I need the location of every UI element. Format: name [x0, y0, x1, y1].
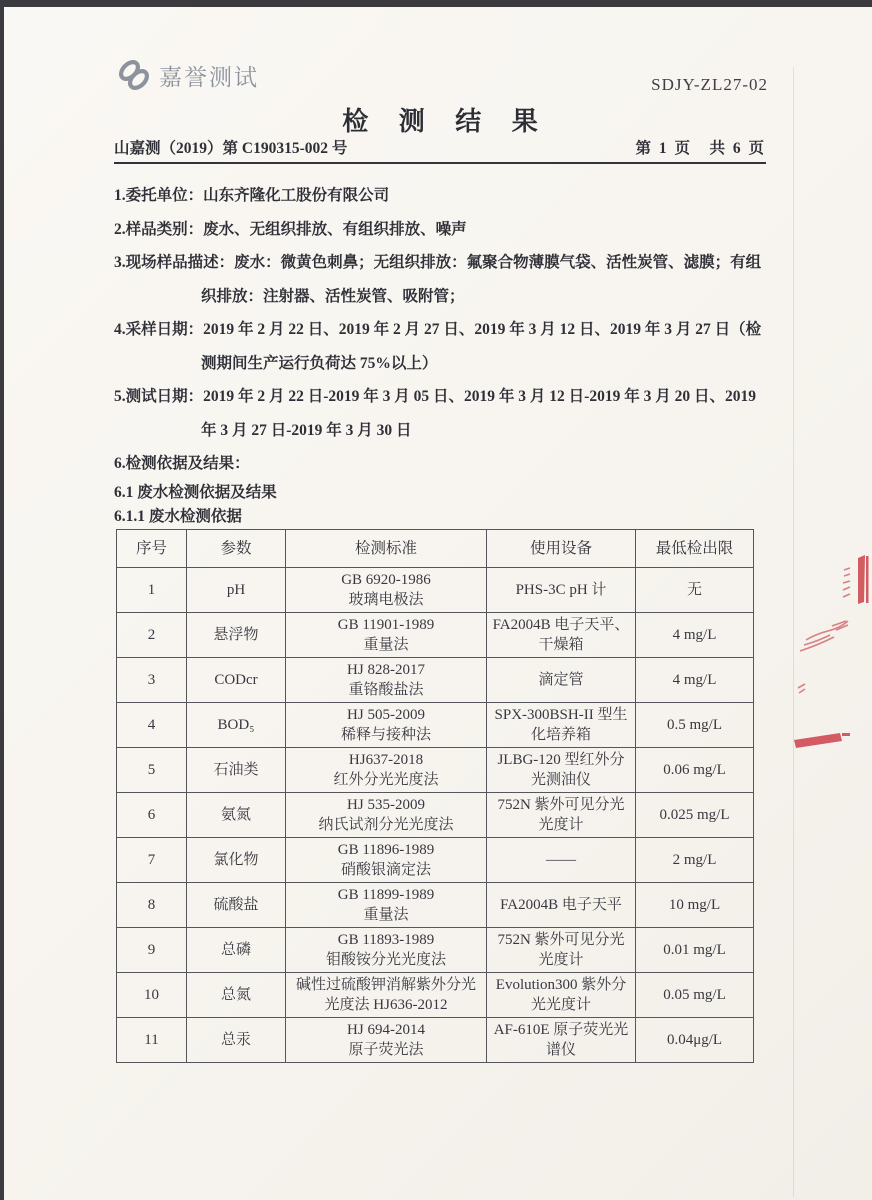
- cell-limit: 0.025 mg/L: [636, 793, 754, 838]
- cell-param: 石油类: [187, 748, 286, 793]
- cell-seq: 2: [117, 613, 187, 658]
- standard-line: GB 11899-1989: [337, 887, 435, 903]
- standard-line: GB 11896-1989: [337, 842, 435, 858]
- cell-seq: 6: [117, 793, 187, 838]
- cell-standard: [286, 883, 487, 928]
- cell-standard: [286, 703, 487, 748]
- list-item-line: 测期间生产运行负荷达 75%以上）: [201, 354, 438, 372]
- list-item-line: 年 3 月 27 日-2019 年 3 月 30 日: [201, 421, 412, 439]
- numbered-list: [114, 179, 774, 481]
- waste-water-table-body: [117, 568, 754, 1063]
- report-number: 山嘉测（2019）第 C190315-002 号: [114, 140, 348, 157]
- standard-line: HJ 505-2009: [347, 707, 425, 723]
- cell-seq: 3: [117, 658, 187, 703]
- cell-device: Evolution300 紫外分光光度计: [487, 973, 636, 1018]
- cell-limit: 无: [636, 568, 754, 613]
- standard-line: 重铬酸盐法: [348, 682, 424, 698]
- cell-param: 总氮: [187, 973, 286, 1018]
- col-header-seq: 序号: [117, 530, 187, 568]
- cell-param: 氯化物: [187, 838, 286, 883]
- cell-device: AF-610E 原子荧光光谱仪: [487, 1018, 636, 1063]
- cell-limit: 0.5 mg/L: [636, 703, 754, 748]
- cell-param: pH: [187, 568, 286, 613]
- cell-limit: 0.01 mg/L: [636, 928, 754, 973]
- table-row: [117, 883, 754, 928]
- cell-standard: [286, 793, 487, 838]
- logo-text: 嘉誉测试: [159, 64, 259, 90]
- cell-seq: 5: [117, 748, 187, 793]
- document-code: SDJY-ZL27-02: [651, 75, 768, 94]
- cell-standard: [286, 973, 487, 1018]
- table-row: [117, 703, 754, 748]
- cell-standard: [286, 748, 487, 793]
- table-row: [117, 1018, 754, 1063]
- cell-device: 752N 紫外可见分光光度计: [487, 928, 636, 973]
- section-headings: [114, 481, 277, 529]
- list-item-line: 3.现场样品描述：废水：微黄色刺鼻；无组织排放：氟聚合物薄膜气袋、活性炭管、滤膜；有组: [114, 254, 762, 271]
- cell-standard: [286, 658, 487, 703]
- standard-line: HJ 828-2017: [347, 662, 425, 678]
- standard-line: 红外分光光度法: [333, 772, 439, 788]
- page-indicator: 第 1 页 共 6 页: [635, 140, 766, 157]
- standard-line: HJ 535-2009: [347, 797, 425, 813]
- cell-seq: 4: [117, 703, 187, 748]
- cell-device: 滴定管: [487, 658, 636, 703]
- scan-edge-left: [0, 0, 4, 1200]
- cell-device: FA2004B 电子天平: [487, 883, 636, 928]
- col-header-param: 参数: [187, 530, 286, 568]
- cell-standard: [286, 1018, 487, 1063]
- section-6-1-1: 6.1.1 废水检测依据: [114, 508, 242, 525]
- standard-line: 硝酸银滴定法: [340, 862, 431, 878]
- cell-device: PHS-3C pH 计: [487, 568, 636, 613]
- standard-line: HJ 694-2014: [347, 1022, 425, 1038]
- cell-param: 总磷: [187, 928, 286, 973]
- table-row: [117, 613, 754, 658]
- standard-line: 光度法 HJ636-2012: [324, 997, 448, 1013]
- page-title: 检 测 结 果: [342, 107, 550, 136]
- report-header-rule: [114, 136, 766, 164]
- standard-line: 稀释与接种法: [340, 727, 431, 743]
- table-row: [117, 928, 754, 973]
- cell-standard: [286, 613, 487, 658]
- list-item-line: 2.样品类别：废水、无组织排放、有组织排放、噪声: [114, 220, 467, 238]
- list-item-line: 4.采样日期：2019 年 2 月 22 日、2019 年 2 月 27 日、2019 年 3 月 12 日、2019 年 3 月 27 日（检: [114, 321, 762, 338]
- cell-device: ——: [487, 838, 636, 883]
- list-item-line: 5.测试日期：2019 年 2 月 22 日-2019 年 3 月 05 日、2019 年 3 月 12 日-2019 年 3 月 20 日、2019: [114, 388, 756, 405]
- paper-sheet: [4, 7, 872, 1200]
- list-item-line: 织排放：注射器、活性炭管、吸附管；: [201, 287, 465, 305]
- cell-seq: 9: [117, 928, 187, 973]
- standard-line: 重量法: [363, 907, 409, 923]
- standard-line: 重量法: [363, 637, 409, 653]
- standard-line: HJ637-2018: [348, 752, 424, 768]
- scan-edge-top: [0, 0, 872, 7]
- table-row: [117, 658, 754, 703]
- col-header-device: 使用设备: [487, 530, 636, 568]
- cell-param: 悬浮物: [187, 613, 286, 658]
- table-row: [117, 793, 754, 838]
- standard-line: GB 11893-1989: [337, 932, 435, 948]
- cell-device: FA2004B 电子天平、干燥箱: [487, 613, 636, 658]
- section-6-1: 6.1 废水检测依据及结果: [114, 484, 277, 501]
- table-row: [117, 748, 754, 793]
- table-header-row: [117, 530, 754, 568]
- cell-device: 752N 紫外可见分光光度计: [487, 793, 636, 838]
- waste-water-method-table: [116, 529, 754, 1063]
- cell-standard: [286, 838, 487, 883]
- cell-limit: 0.04μg/L: [636, 1018, 754, 1063]
- logo-knot-icon: [116, 57, 152, 93]
- list-item-line: 6.检测依据及结果：: [114, 455, 250, 472]
- cell-seq: 11: [117, 1018, 187, 1063]
- table-row: [117, 568, 754, 613]
- company-logo: [116, 57, 259, 93]
- cell-seq: 8: [117, 883, 187, 928]
- cell-param: 氨氮: [187, 793, 286, 838]
- standard-line: 原子荧光法: [348, 1042, 424, 1058]
- cell-limit: 4 mg/L: [636, 613, 754, 658]
- cell-limit: 0.05 mg/L: [636, 973, 754, 1018]
- cell-seq: 10: [117, 973, 187, 1018]
- standard-line: GB 6920-1986: [341, 572, 431, 588]
- col-header-standard: 检测标准: [286, 530, 487, 568]
- standard-line: 碱性过硫酸钾消解紫外分光: [295, 977, 476, 993]
- cell-device: SPX-300BSH-II 型生化培养箱: [487, 703, 636, 748]
- cell-param: BOD₅: [187, 703, 286, 748]
- standard-line: 钼酸铵分光光度法: [325, 952, 446, 968]
- standard-line: 玻璃电极法: [348, 592, 424, 608]
- cell-param: 总汞: [187, 1018, 286, 1063]
- col-header-limit: 最低检出限: [636, 530, 754, 568]
- cell-limit: 4 mg/L: [636, 658, 754, 703]
- cell-seq: 1: [117, 568, 187, 613]
- table-row: [117, 838, 754, 883]
- cell-seq: 7: [117, 838, 187, 883]
- list-item-line: 1.委托单位：山东齐隆化工股份有限公司: [114, 187, 390, 204]
- table-row: [117, 973, 754, 1018]
- standard-line: 纳氏试剂分光光度法: [318, 817, 454, 833]
- cell-standard: [286, 928, 487, 973]
- cell-limit: 2 mg/L: [636, 838, 754, 883]
- cell-limit: 0.06 mg/L: [636, 748, 754, 793]
- cell-device: JLBG-120 型红外分光测油仪: [487, 748, 636, 793]
- cell-limit: 10 mg/L: [636, 883, 754, 928]
- standard-line: GB 11901-1989: [337, 617, 435, 633]
- red-stamp-fragments: [786, 548, 872, 760]
- cell-param: 硫酸盐: [187, 883, 286, 928]
- cell-standard: [286, 568, 487, 613]
- cell-param: CODcr: [187, 658, 286, 703]
